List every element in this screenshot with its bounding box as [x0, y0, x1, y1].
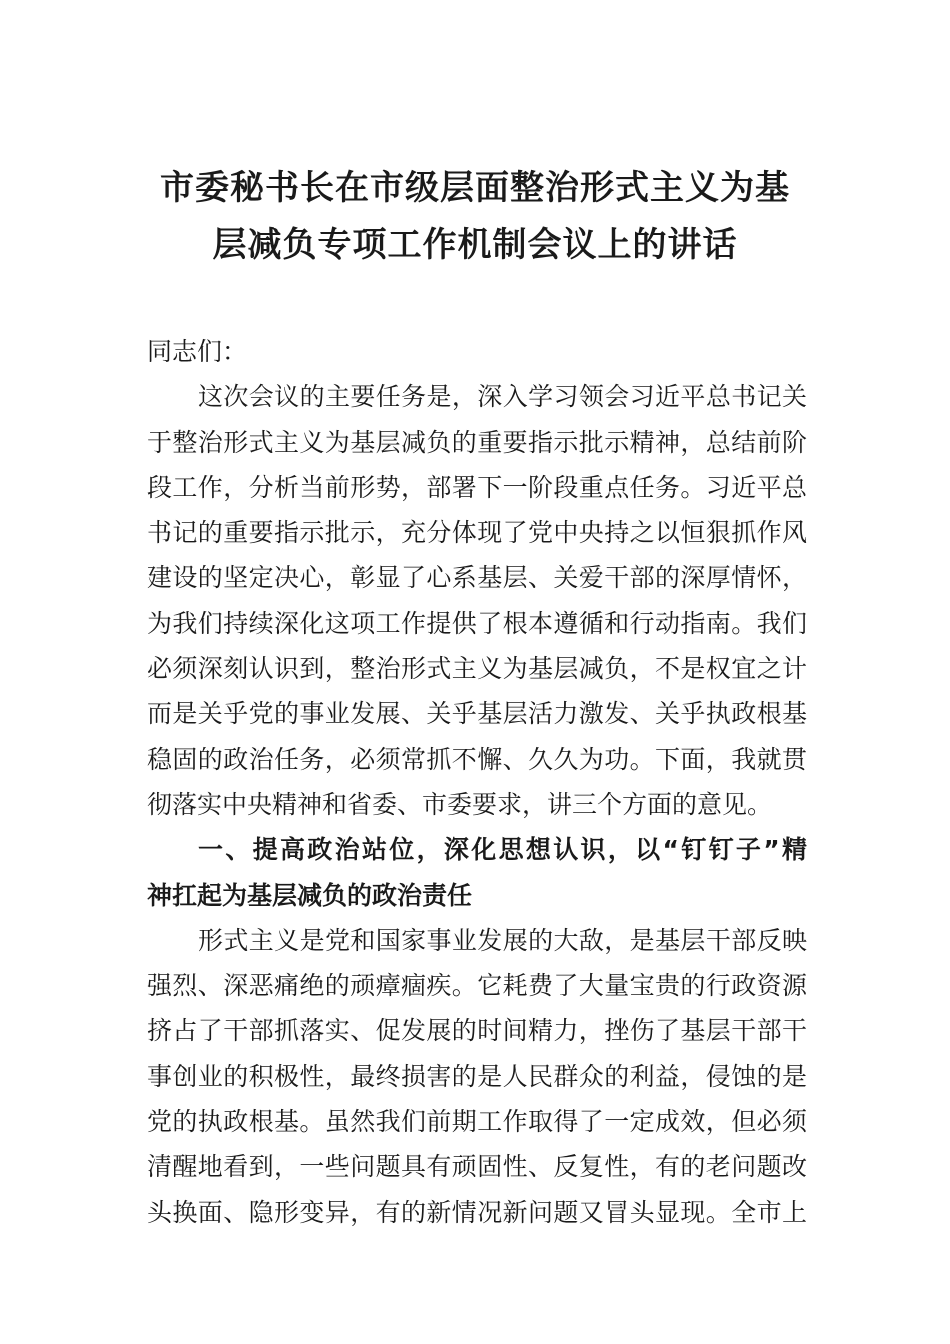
paragraph-line: 这次会议的主要任务是，深入学习领会习近平总书记关 — [198, 382, 807, 412]
title-line: 层减负专项工作机制会议上的讲话 — [212, 225, 738, 265]
paragraph-line: 事创业的积极性，最终损害的是人民群众的利益，侵蚀的是 — [147, 1061, 807, 1091]
paragraph-line: 党的执政根基。虽然我们前期工作取得了一定成效，但必须 — [147, 1107, 807, 1137]
paragraph-line: 段工作，分析当前形势，部署下一阶段重点任务。习近平总 — [147, 472, 807, 502]
paragraph-line: 彻落实中央精神和省委、市委要求，讲三个方面的意见。 — [147, 789, 773, 819]
paragraph-line: 挤占了干部抓落实、促发展的时间精力，挫伤了基层干部干 — [147, 1016, 807, 1046]
heading-line: 神扛起为基层减负的政治责任 — [147, 880, 473, 910]
paragraph-line: 而是关乎党的事业发展、关乎基层活力激发、关乎执政根基 — [147, 699, 807, 729]
document-title — [140, 160, 810, 274]
salutation: 同志们： — [147, 337, 248, 366]
paragraph-line: 建设的坚定决心，彰显了心系基层、关爱干部的深厚情怀， — [147, 563, 807, 593]
heading-line: 一、提高政治站位，深化思想认识，以“钉钉子”精 — [198, 835, 807, 865]
paragraph-line: 必须深刻认识到，整治形式主义为基层减负，不是权宜之计 — [147, 654, 807, 684]
section-heading-1 — [147, 827, 807, 918]
paragraph-line: 书记的重要指示批示，充分体现了党中央持之以恒狠抓作风 — [147, 518, 807, 548]
paragraph-line: 于整治形式主义为基层减负的重要指示批示精神，总结前阶 — [147, 427, 807, 457]
document-body — [147, 329, 807, 1235]
paragraph-1 — [147, 374, 807, 827]
paragraph-line: 形式主义是党和国家事业发展的大敌，是基层干部反映 — [198, 925, 807, 955]
paragraph-line: 清醒地看到，一些问题具有顽固性、反复性，有的老问题改 — [147, 1152, 807, 1182]
paragraph-2 — [147, 918, 807, 1235]
paragraph-line: 稳固的政治任务，必须常抓不懈、久久为功。下面，我就贯 — [147, 744, 807, 774]
paragraph-line: 头换面、隐形变异，有的新情况新问题又冒头显现。全市上 — [147, 1197, 807, 1227]
paragraph-line: 强烈、深恶痛绝的顽瘴痼疾。它耗费了大量宝贵的行政资源 — [147, 971, 807, 1001]
title-line: 市委秘书长在市级层面整治形式主义为基 — [160, 168, 790, 208]
paragraph-line: 为我们持续深化这项工作提供了根本遵循和行动指南。我们 — [147, 608, 807, 638]
